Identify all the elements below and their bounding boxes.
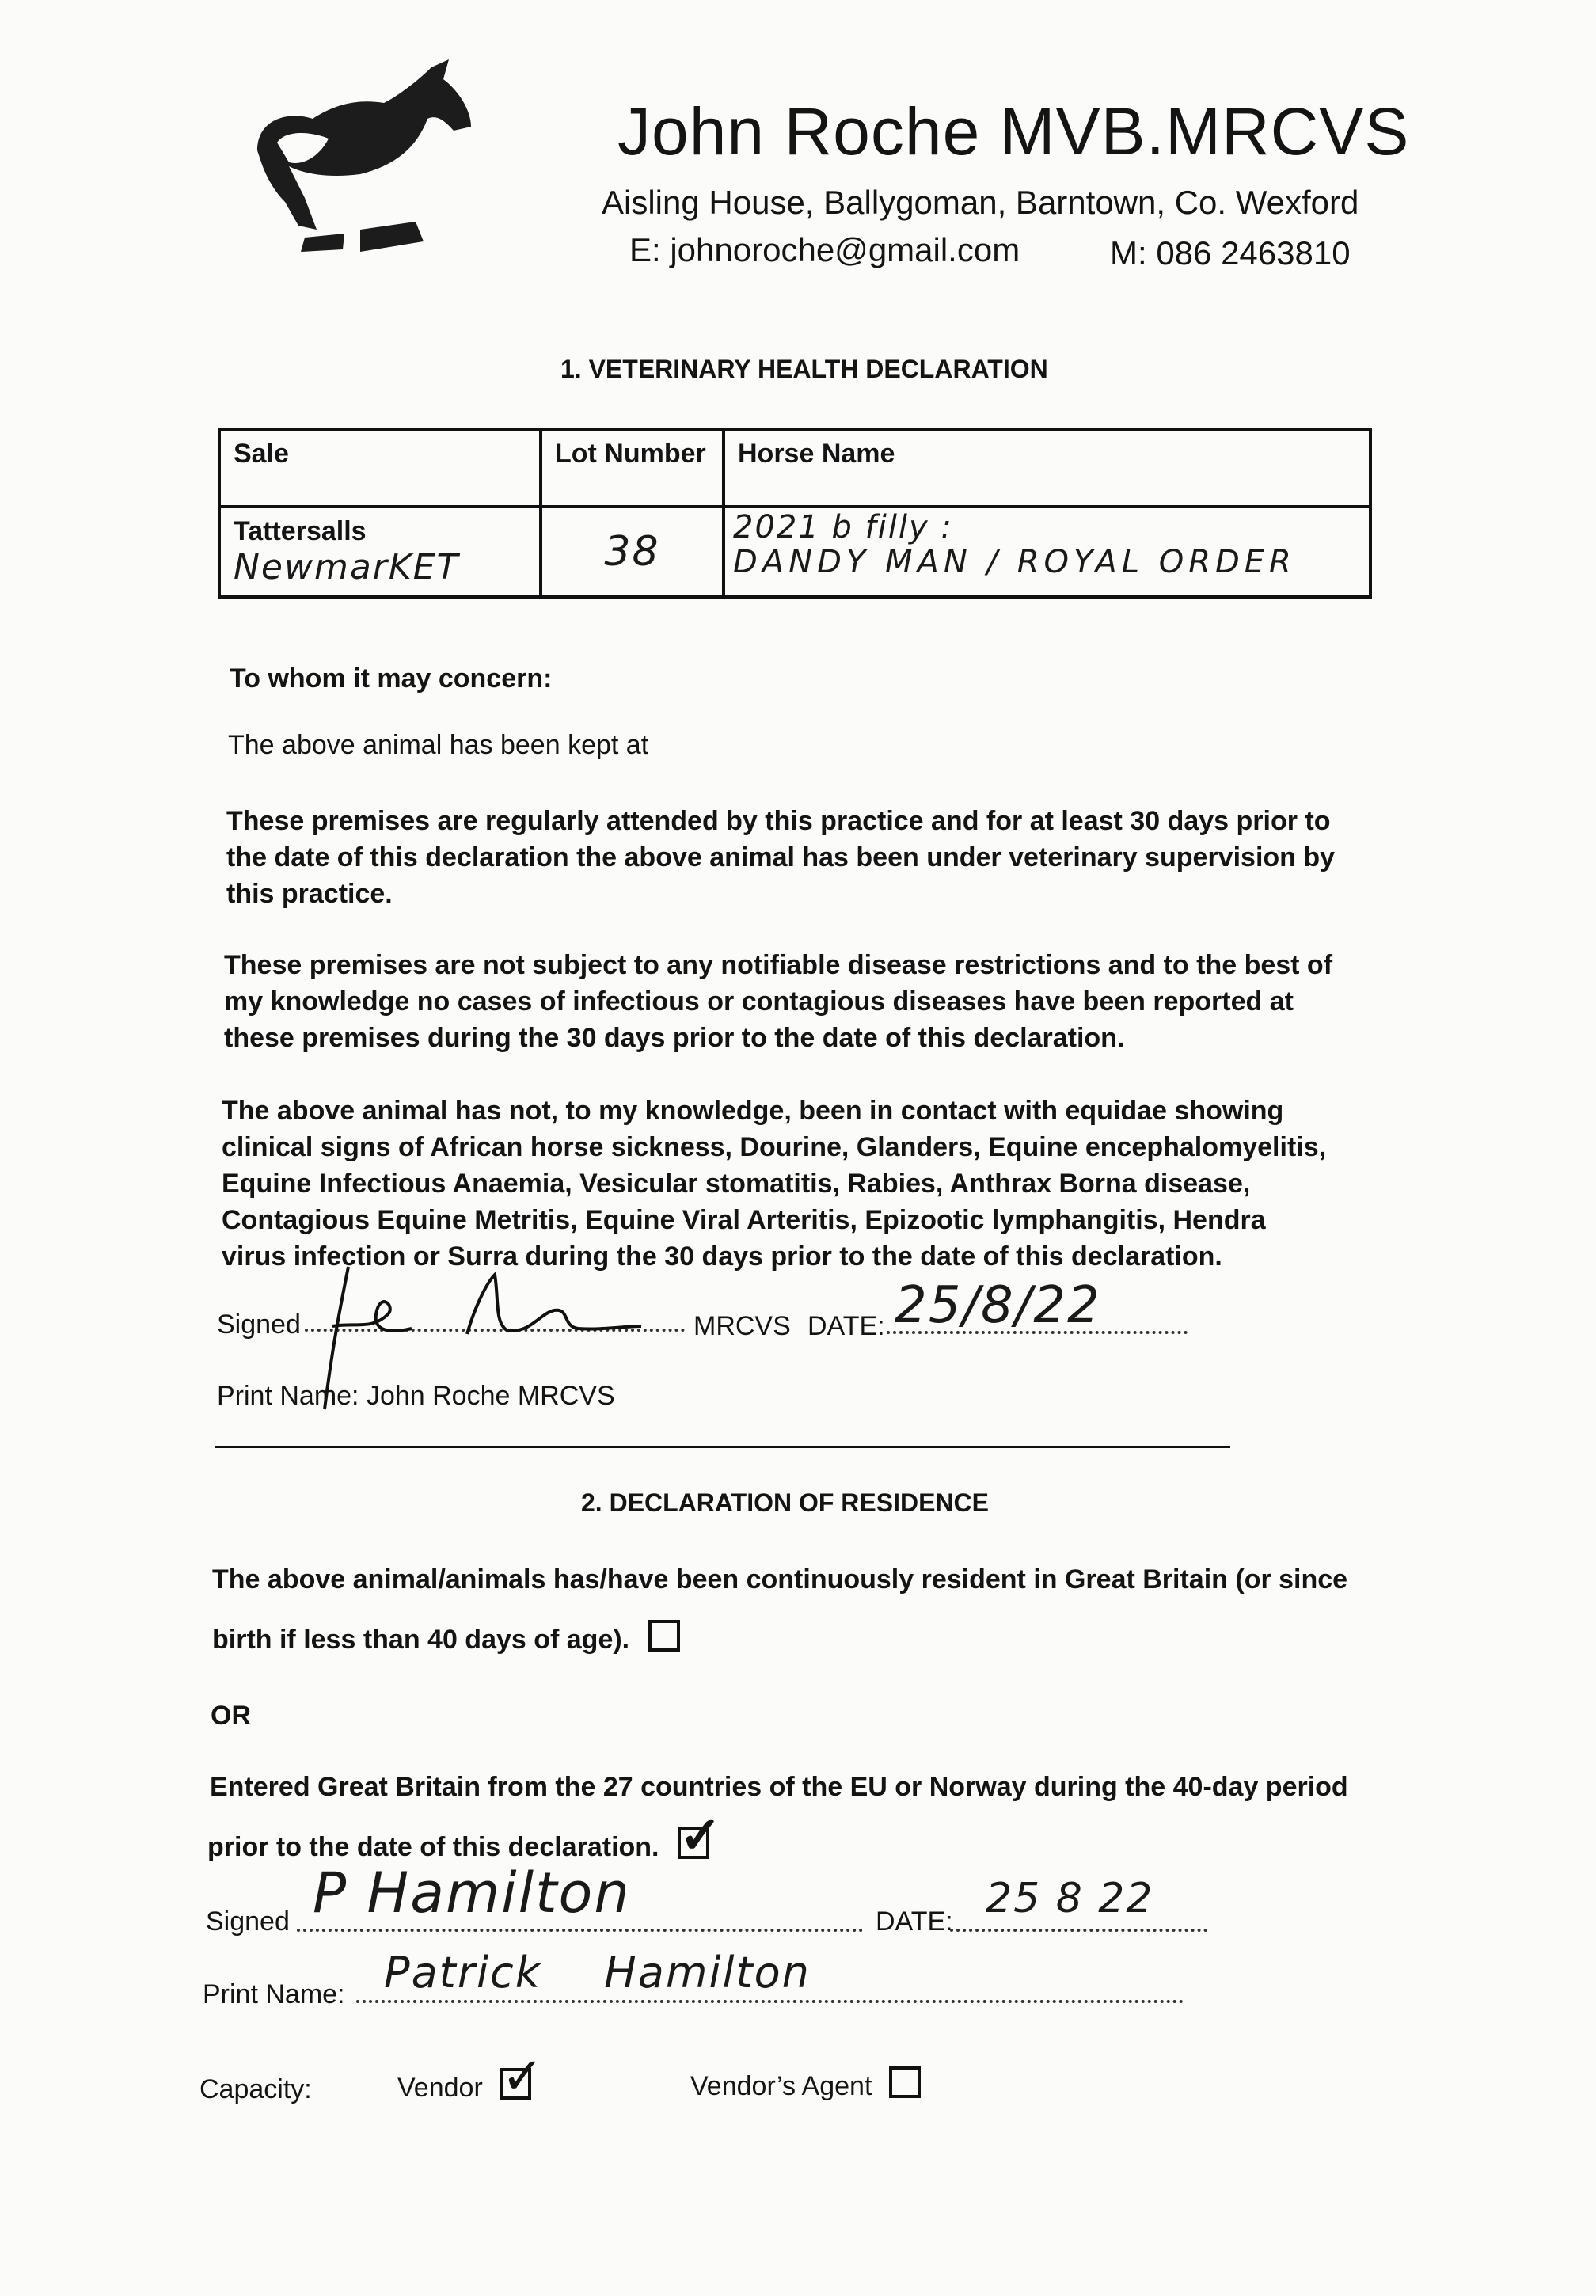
horse-logo bbox=[241, 55, 479, 261]
section2-title: 2. DECLARATION OF RESIDENCE bbox=[581, 1488, 989, 1517]
vendor-date-value: 25 8 22 bbox=[986, 1875, 1154, 1922]
sale-handwritten: NewmarKET bbox=[234, 547, 460, 587]
vet-mrcvs-label: MRCVS bbox=[694, 1311, 791, 1341]
vendor-agent-option-label: Vendor’s Agent bbox=[690, 2071, 872, 2101]
section1-title: 1. VETERINARY HEALTH DECLARATION bbox=[560, 355, 1048, 383]
table-row bbox=[219, 507, 1370, 597]
cell-horse bbox=[724, 507, 1370, 597]
paragraph-restrictions: These premises are not subject to any notifiable disease restrictions and to the best of my knowledge no cases of infectious or contagious diseases have been reported at these premises during the 30 days prior to the date of this declaration. bbox=[224, 950, 1333, 1053]
cell-lot bbox=[541, 507, 724, 597]
vendor-signed-label: Signed bbox=[206, 1906, 290, 1937]
resident-line2-text: birth if less than 40 days of age). bbox=[212, 1625, 630, 1655]
vendor-agent-option bbox=[690, 2066, 921, 2104]
practice-mobile: M: 086 2463810 bbox=[1110, 234, 1351, 272]
sale-table bbox=[218, 428, 1372, 599]
paragraph-supervision: These premises are regularly attended by this practice and for at least 30 days prior to the date of this declaration the above animal has been under veterinary supervision by this practice. bbox=[226, 806, 1336, 909]
vet-print-name: Print Name: John Roche MRCVS bbox=[217, 1381, 615, 1411]
header-sale: Sale bbox=[219, 429, 541, 507]
paragraph-contact: The above animal has not, to my knowledge, been in contact with equidae showing clinical signs of African horse sickness, Dourine, Glanders, Equine encephalomyelitis, Equine Infectious Anaemia, Vesicular stomatitis, Rabies, Anthrax Borna disease, Contagious Equine Metritis, Equine Viral Arteritis, Epizootic lymphangitis, Hendra virus infection or Surra during the 30 days prior to the date of this declaration. bbox=[222, 1096, 1327, 1272]
salutation: To whom it may concern: bbox=[230, 663, 553, 694]
section-divider bbox=[215, 1446, 1230, 1448]
entered-line1: Entered Great Britain from the 27 countries of the EU or Norway during the 40-day period bbox=[210, 1772, 1348, 1802]
vendor-option-label: Vendor bbox=[397, 2073, 483, 2103]
sale-printed: Tattersalls bbox=[234, 516, 367, 546]
vet-signed-label: Signed bbox=[217, 1310, 301, 1340]
header-horse: Horse Name bbox=[724, 429, 1370, 507]
entered-line2-text: prior to the date of this declaration. bbox=[207, 1832, 659, 1862]
header-lot: Lot Number bbox=[541, 429, 724, 507]
entered-line2 bbox=[207, 1807, 722, 1865]
vendor-print-value: Patrick Hamilton bbox=[384, 1948, 811, 1998]
vendor-signature: P Hamilton bbox=[313, 1861, 631, 1925]
kept-at-line: The above animal has been kept at bbox=[228, 730, 649, 760]
practice-address: Aisling House, Ballygoman, Barntown, Co. Wexford bbox=[602, 184, 1359, 221]
vendor-print-label: Print Name: bbox=[203, 1979, 345, 2009]
horse-line2: DANDY MAN / ROYAL ORDER bbox=[733, 544, 1296, 580]
resident-line2 bbox=[212, 1620, 680, 1658]
vendor-option bbox=[397, 2047, 544, 2106]
entered-checkbox[interactable] bbox=[678, 1807, 722, 1864]
table-header-row bbox=[219, 429, 1370, 507]
vendor-date-label: DATE: bbox=[876, 1906, 953, 1937]
vendor-checkbox[interactable] bbox=[500, 2047, 544, 2104]
vet-date-label: DATE: bbox=[808, 1311, 885, 1341]
horse-line1: 2021 b filly : bbox=[733, 509, 953, 545]
vendor-date-line bbox=[950, 1924, 1207, 1932]
or-label: OR bbox=[211, 1701, 251, 1731]
capacity-label: Capacity: bbox=[200, 2074, 312, 2104]
entered-tick-mark: ✓ bbox=[678, 1807, 722, 1864]
practice-email: E: johnoroche@gmail.com bbox=[629, 231, 1020, 268]
lot-value: 38 bbox=[604, 528, 660, 576]
resident-line1: The above animal/animals has/have been continuously resident in Great Britain (or since bbox=[212, 1564, 1348, 1595]
vet-date-value: 25/8/22 bbox=[895, 1276, 1101, 1335]
vendor-agent-checkbox[interactable] bbox=[889, 2066, 921, 2098]
vendor-tick-mark: ✓ bbox=[501, 2047, 544, 2104]
practice-name: John Roche MVB.MRCVS bbox=[618, 94, 1410, 169]
cell-sale bbox=[219, 507, 541, 597]
resident-checkbox[interactable] bbox=[648, 1620, 680, 1652]
